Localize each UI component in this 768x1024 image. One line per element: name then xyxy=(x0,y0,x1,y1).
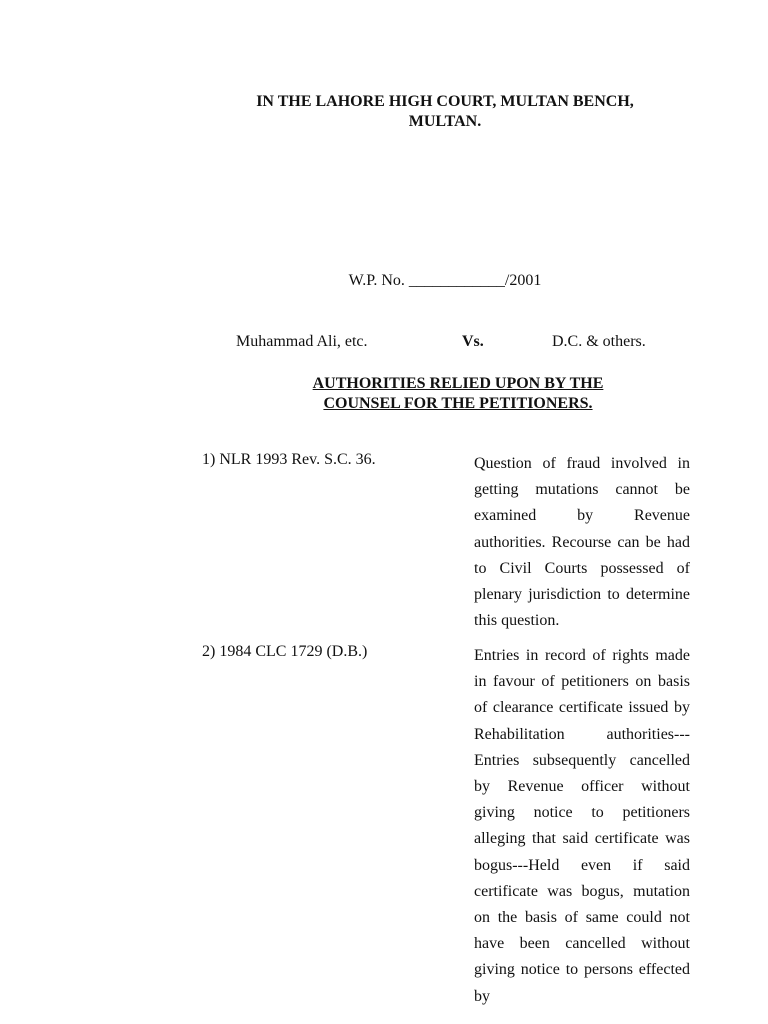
authority-summary: Entries in record of rights made in favour of petitioners on basis of clearance certificate issued by Rehabilitation authorities---Entries subsequently cancelled by Revenue officer without giving notice to petitioners alleging that said certificate was bogus---Held even if said certificate was bogus, mutation on the basis of same could not have been cancelled without giving notice to persons effected by xyxy=(474,647,690,1005)
petitioner-name: Muhammad Ali, etc. xyxy=(236,333,368,350)
authority-citation: 2) 1984 CLC 1729 (D.B.) xyxy=(202,643,368,660)
authority-citation: 1) NLR 1993 Rev. S.C. 36. xyxy=(202,451,376,468)
court-title xyxy=(200,92,690,132)
case-parties xyxy=(236,333,696,355)
authority-summary: Question of fraud involved in getting mutations cannot be examined by Revenue authorities. Recourse can be had to Civil Courts possessed of plenary jurisdiction to determine this question. xyxy=(474,455,690,630)
heading-line-2: COUNSEL FOR THE PETITIONERS. xyxy=(323,395,593,412)
court-title-line-2: MULTAN. xyxy=(408,113,482,130)
authorities-heading xyxy=(200,374,716,414)
heading-line-1: AUTHORITIES RELIED UPON BY THE xyxy=(312,375,604,392)
writ-petition-number: W.P. No. ____________/2001 xyxy=(348,272,542,289)
versus-label: Vs. xyxy=(462,333,484,350)
court-title-line-1: IN THE LAHORE HIGH COURT, MULTAN BENCH, xyxy=(256,93,634,110)
respondent-name: D.C. & others. xyxy=(552,333,646,350)
